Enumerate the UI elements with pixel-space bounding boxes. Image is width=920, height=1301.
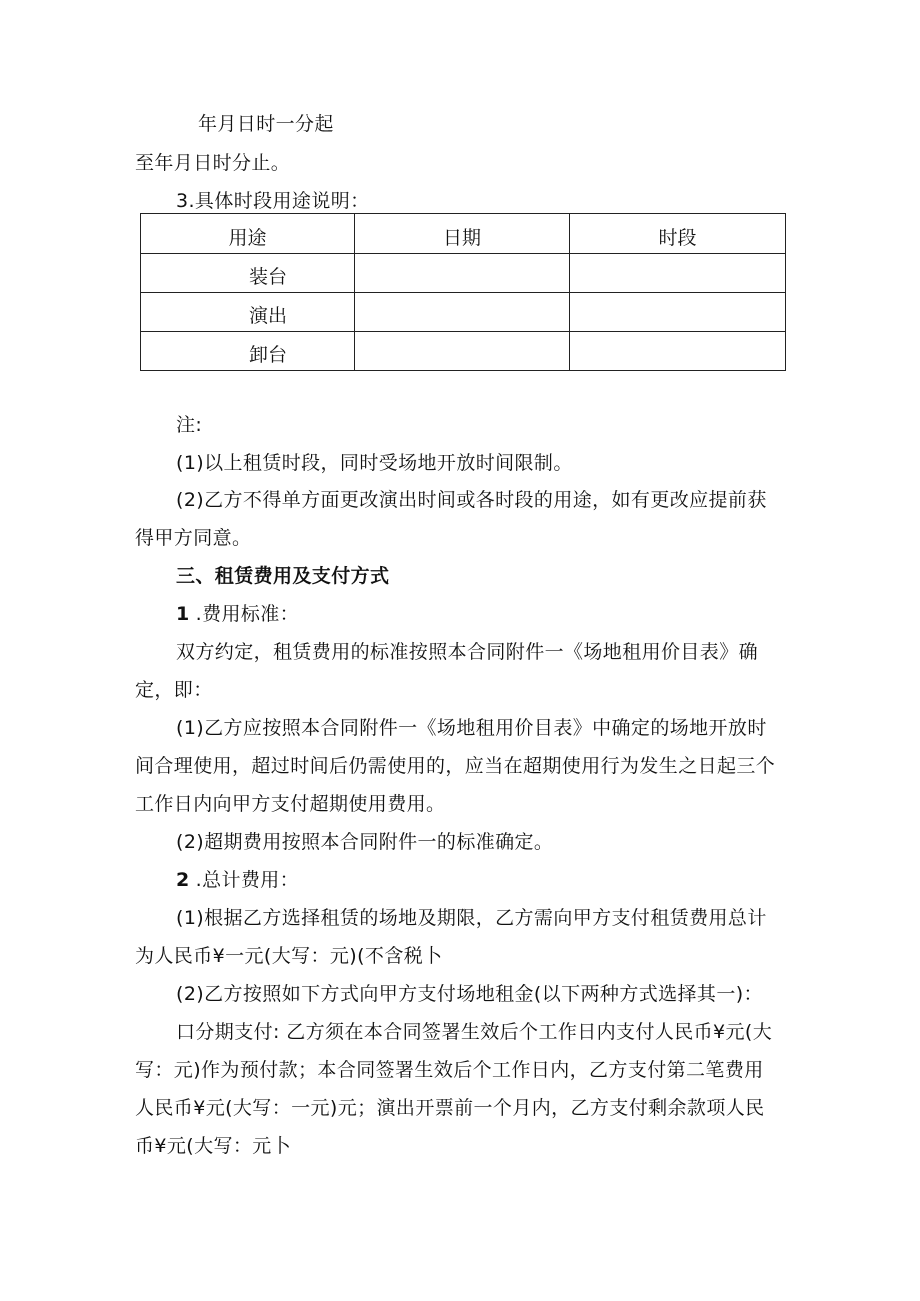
total-item-1-line-2: 为人民币¥一元(大写：元)(不含税卜 — [135, 945, 443, 967]
installment-option-line-4: 币¥元(大写：元卜 — [135, 1135, 292, 1157]
row-slot-cell — [570, 332, 786, 371]
row-purpose-cell: 演出 — [141, 293, 355, 332]
period-start-line: 年月日时一分起 — [198, 113, 334, 135]
row-date-cell — [355, 293, 570, 332]
note-item-2-line-2: 得甲方同意。 — [135, 527, 252, 549]
row-purpose-cell: 卸台 — [141, 332, 355, 371]
total-fee-number: 2 — [176, 869, 190, 891]
header-date: 日期 — [355, 214, 570, 254]
row-date-cell — [355, 254, 570, 293]
row-purpose-cell: 装台 — [141, 254, 355, 293]
total-fee-label: .总计费用： — [195, 869, 300, 891]
fee-standard-number: 1 — [176, 603, 190, 625]
section-title: 三、租赁费用及支付方式 — [176, 565, 390, 587]
row-slot-cell — [570, 254, 786, 293]
usage-table — [140, 213, 786, 371]
fee-standard-label: .费用标准： — [195, 603, 300, 625]
header-time-slot: 时段 — [570, 214, 786, 254]
installment-option-line-2: 写：元)作为预付款；本合同签署生效后个工作日内，乙方支付第二笔费用 — [135, 1059, 764, 1081]
usage-section-heading: 3.具体时段用途说明： — [176, 190, 370, 212]
period-end-line: 至年月日时分止。 — [135, 152, 291, 174]
total-item-1-line-1: (1)根据乙方选择租赁的场地及期限，乙方需向甲方支付租赁费用总计 — [176, 907, 767, 929]
total-fee-heading — [176, 868, 299, 892]
fee-intro-line-1: 双方约定，租赁费用的标准按照本合同附件一《场地租用价目表》确 — [176, 641, 759, 663]
fee-item-2: (2)超期费用按照本合同附件一的标准确定。 — [176, 831, 554, 853]
header-purpose: 用途 — [141, 214, 355, 254]
note-item-2-line-1: (2)乙方不得单方面更改演出时间或各时段的用途，如有更改应提前获 — [176, 489, 767, 511]
note-item-1: (1)以上租赁时段，同时受场地开放时间限制。 — [176, 452, 573, 474]
table-row — [141, 293, 786, 332]
installment-option-line-3: 人民币¥元(大写：一元)元；演出开票前一个月内，乙方支付剩余款项人民 — [135, 1097, 765, 1119]
table-header-row — [141, 214, 786, 254]
fee-item-1-line-3: 工作日内向甲方支付超期使用费用。 — [135, 793, 446, 815]
row-date-cell — [355, 332, 570, 371]
row-slot-cell — [570, 293, 786, 332]
total-item-2: (2)乙方按照如下方式向甲方支付场地租金(以下两种方式选择其一)： — [176, 983, 763, 1005]
notes-label: 注: — [176, 414, 203, 436]
installment-option-line-1: 口分期支付: 乙方须在本合同签署生效后个工作日内支付人民币¥元(大 — [176, 1021, 773, 1043]
table-row — [141, 254, 786, 293]
table-row — [141, 332, 786, 371]
fee-intro-line-2: 定，即： — [135, 679, 213, 701]
fee-standard-heading — [176, 602, 299, 626]
fee-item-1-line-1: (1)乙方应按照本合同附件一《场地租用价目表》中确定的场地开放时 — [176, 717, 767, 739]
fee-item-1-line-2: 间合理使用，超过时间后仍需使用的，应当在超期使用行为发生之日起三个 — [135, 755, 776, 777]
